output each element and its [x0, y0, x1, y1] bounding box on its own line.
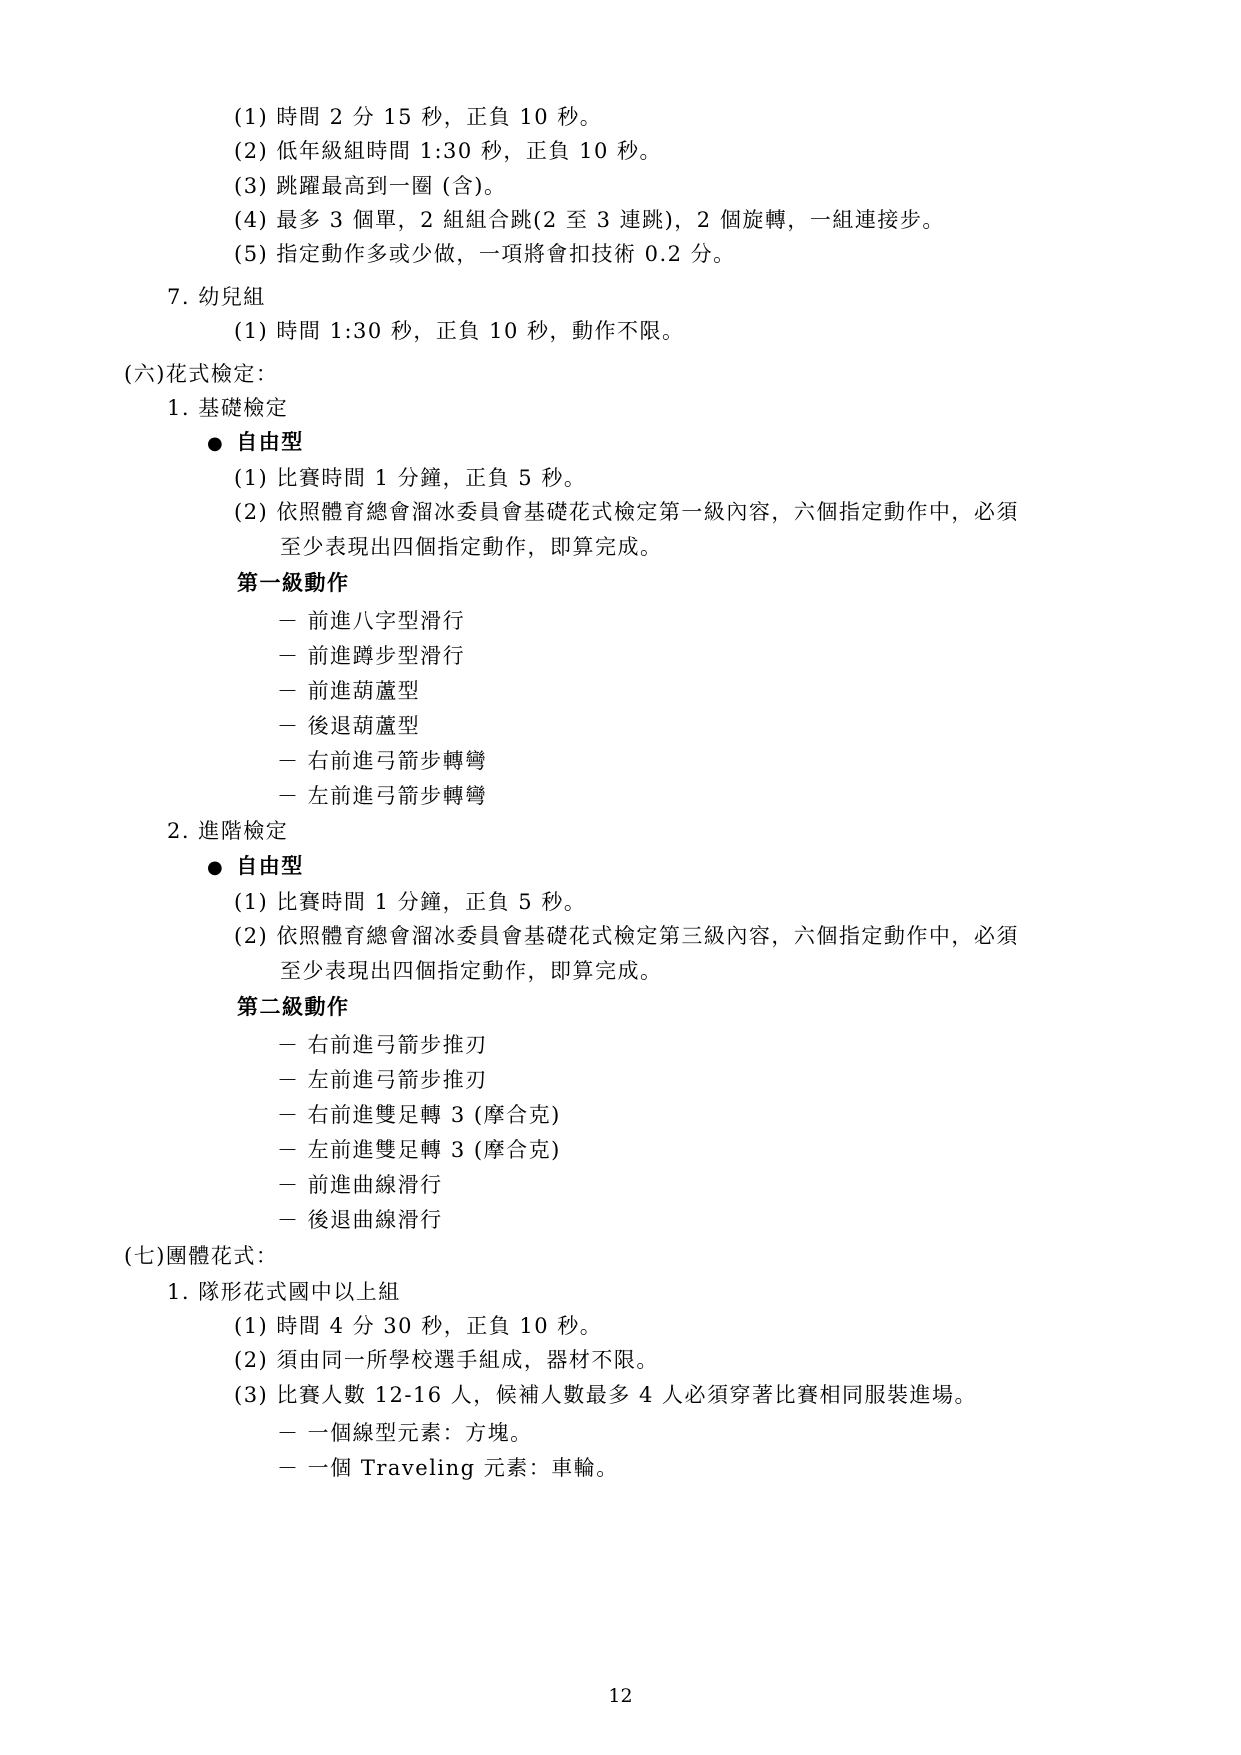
rule-line: (1) 比賽時間 1 分鐘，正負 5 秒。 — [234, 466, 587, 490]
rule-line: (2) 依照體育總會溜冰委員會基礎花式檢定第一級內容，六個指定動作中，必須 — [234, 500, 1019, 524]
type-label: 自由型 — [236, 429, 304, 454]
element-item: － 一個 Traveling 元素：車輪。 — [277, 1456, 619, 1480]
rule-line: (2) 依照體育總會溜冰委員會基礎花式檢定第三級內容，六個指定動作中，必須 — [234, 924, 1019, 948]
type-heading — [207, 428, 304, 458]
rule-line: (3) 比賽人數 12-16 人，候補人數最多 4 人必須穿著比賽相同服裝進場。 — [234, 1383, 978, 1407]
rule-line: (3) 跳躍最高到一圈 (含)。 — [234, 174, 507, 198]
move-item: － 右前進弓箭步推刃 — [277, 1033, 488, 1057]
level-heading: 第二級動作 — [237, 994, 350, 1019]
page-number: 12 — [608, 1685, 633, 1707]
element-item: － 一個線型元素：方塊。 — [277, 1421, 533, 1445]
type-label: 自由型 — [236, 853, 304, 878]
sub-heading: 1. 基礎檢定 — [167, 396, 289, 420]
rule-line: (5) 指定動作多或少做，一項將會扣技術 0.2 分。 — [234, 242, 736, 266]
sub-heading: 2. 進階檢定 — [167, 819, 289, 843]
move-item: － 前進曲線滑行 — [277, 1173, 443, 1197]
move-item: － 前進八字型滑行 — [277, 609, 466, 633]
move-item: － 後退曲線滑行 — [277, 1208, 443, 1232]
level-heading: 第一級動作 — [237, 570, 350, 595]
bullet-icon: ● — [207, 433, 225, 454]
section-heading: (六)花式檢定： — [124, 362, 279, 386]
move-item: － 右前進弓箭步轉彎 — [277, 749, 488, 773]
rule-line: (1) 時間 2 分 15 秒，正負 10 秒。 — [234, 105, 603, 129]
rule-line: (2) 須由同一所學校選手組成，器材不限。 — [234, 1348, 659, 1372]
rule-line: (4) 最多 3 個單，2 組組合跳(2 至 3 連跳)，2 個旋轉，一組連接步。 — [234, 208, 945, 232]
move-item: － 左前進弓箭步推刃 — [277, 1068, 488, 1092]
move-item: － 後退葫蘆型 — [277, 714, 421, 738]
move-item: － 右前進雙足轉 3 (摩合克) — [277, 1103, 561, 1127]
rule-line: 至少表現出四個指定動作，即算完成。 — [280, 535, 663, 559]
rule-line: (1) 時間 4 分 30 秒，正負 10 秒。 — [234, 1314, 603, 1338]
rule-line: (1) 比賽時間 1 分鐘，正負 5 秒。 — [234, 890, 587, 914]
move-item: － 前進葫蘆型 — [277, 679, 421, 703]
rule-line: (1) 時間 1:30 秒，正負 10 秒，動作不限。 — [234, 319, 685, 343]
rule-line: (2) 低年級組時間 1:30 秒，正負 10 秒。 — [234, 139, 663, 163]
move-item: － 前進蹲步型滑行 — [277, 644, 466, 668]
section-heading: (七)團體花式： — [124, 1244, 279, 1268]
sub-heading: 1. 隊形花式國中以上組 — [167, 1280, 401, 1304]
item-heading: 7. 幼兒組 — [167, 285, 266, 309]
move-item: － 左前進弓箭步轉彎 — [277, 784, 488, 808]
move-item: － 左前進雙足轉 3 (摩合克) — [277, 1138, 561, 1162]
rule-line: 至少表現出四個指定動作，即算完成。 — [280, 959, 663, 983]
bullet-icon: ● — [207, 857, 225, 878]
type-heading — [207, 852, 304, 882]
